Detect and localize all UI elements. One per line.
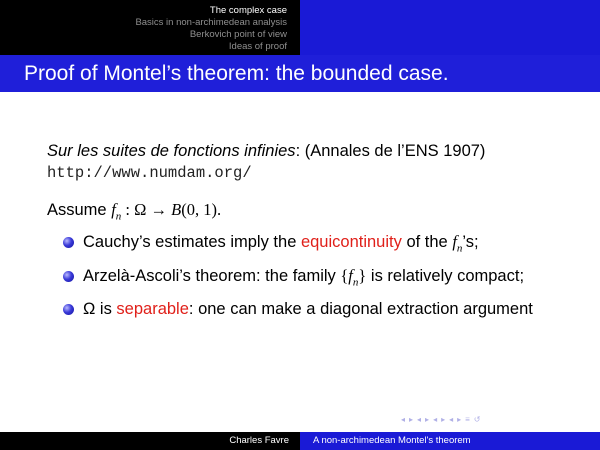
ball-arguments: (0, 1).: [181, 200, 222, 219]
frame-title-bar: [0, 55, 600, 92]
function-f: f: [111, 200, 116, 219]
slide-title: Proof of Montel’s theorem: the bounded case.: [24, 62, 449, 85]
bullet-text: Ω is: [83, 299, 117, 318]
bullet-text: of the: [401, 233, 453, 252]
reference-url[interactable]: http://www.numdam.org/: [47, 164, 252, 182]
nav-section-item[interactable]: The complex case: [209, 5, 287, 16]
slide-content: [47, 140, 577, 325]
footer-left-panel: [0, 432, 300, 450]
bullet-icon: [63, 237, 74, 248]
function-subscript: n: [352, 275, 359, 288]
highlight-equicontinuity: equicontinuity: [300, 233, 402, 252]
section-navigation: [135, 5, 287, 53]
function-f: f: [452, 232, 457, 252]
search-back-icon[interactable]: ↺: [473, 415, 481, 424]
footer-talk-title: A non-archimedean Montel's theorem: [313, 435, 471, 446]
bullet-text: : one can make a diagonal extraction argument: [188, 299, 533, 318]
prev-subsection-icon[interactable]: ◂: [417, 415, 422, 424]
prev-frame-icon[interactable]: ◂: [401, 415, 406, 424]
brace-close: }: [358, 265, 367, 285]
assume-prefix: Assume: [47, 201, 112, 219]
nav-section-item[interactable]: Basics in non-archimedean analysis: [135, 17, 287, 28]
function-subscript: n: [456, 242, 463, 255]
footer-bar: [0, 432, 600, 450]
bullet-item: [47, 265, 553, 293]
bullet-item: [47, 298, 553, 320]
next-slide-icon[interactable]: ▸: [457, 415, 462, 424]
highlight-separable: separable: [116, 299, 189, 318]
header-left-panel: [0, 0, 300, 55]
header-bar: [0, 0, 600, 55]
function-f: f: [348, 265, 353, 285]
prev-section-icon[interactable]: ◂: [433, 415, 438, 424]
nav-section-item[interactable]: Berkovich point of view: [189, 29, 287, 40]
bullet-text: ’s;: [462, 233, 479, 252]
ball-symbol: B: [171, 200, 182, 219]
header-right-panel: [300, 0, 600, 55]
footer-right-panel: [300, 432, 600, 450]
bullet-text: Cauchy’s estimates imply the: [83, 233, 301, 252]
nav-section-item[interactable]: Ideas of proof: [228, 41, 287, 52]
bullet-list: [47, 231, 577, 320]
bullet-text: is relatively compact;: [366, 266, 525, 285]
brace-open: {: [340, 265, 349, 285]
mapping-text: : Ω →: [121, 200, 172, 219]
bullet-icon: [63, 304, 74, 315]
footer-author: Charles Favre: [229, 435, 289, 446]
beamer-navigation-symbols: [401, 414, 481, 426]
function-subscript: n: [115, 210, 122, 223]
bullet-icon: [63, 271, 74, 282]
bullet-text: Arzelà-Ascoli’s theorem: the family: [83, 266, 341, 285]
next-section-icon[interactable]: ▸: [441, 415, 446, 424]
assumption-line: [47, 199, 577, 227]
reference-source: : (Annales de l’ENS 1907): [295, 142, 486, 160]
bullet-item: [47, 231, 553, 259]
next-subsection-icon[interactable]: ▸: [425, 415, 430, 424]
reference-work-title: Sur les suites de fonctions infinies: [47, 142, 296, 160]
next-frame-icon[interactable]: ▸: [409, 415, 414, 424]
toc-icon[interactable]: ≡: [465, 415, 470, 424]
prev-slide-icon[interactable]: ◂: [449, 415, 454, 424]
reference-line: [47, 140, 577, 162]
